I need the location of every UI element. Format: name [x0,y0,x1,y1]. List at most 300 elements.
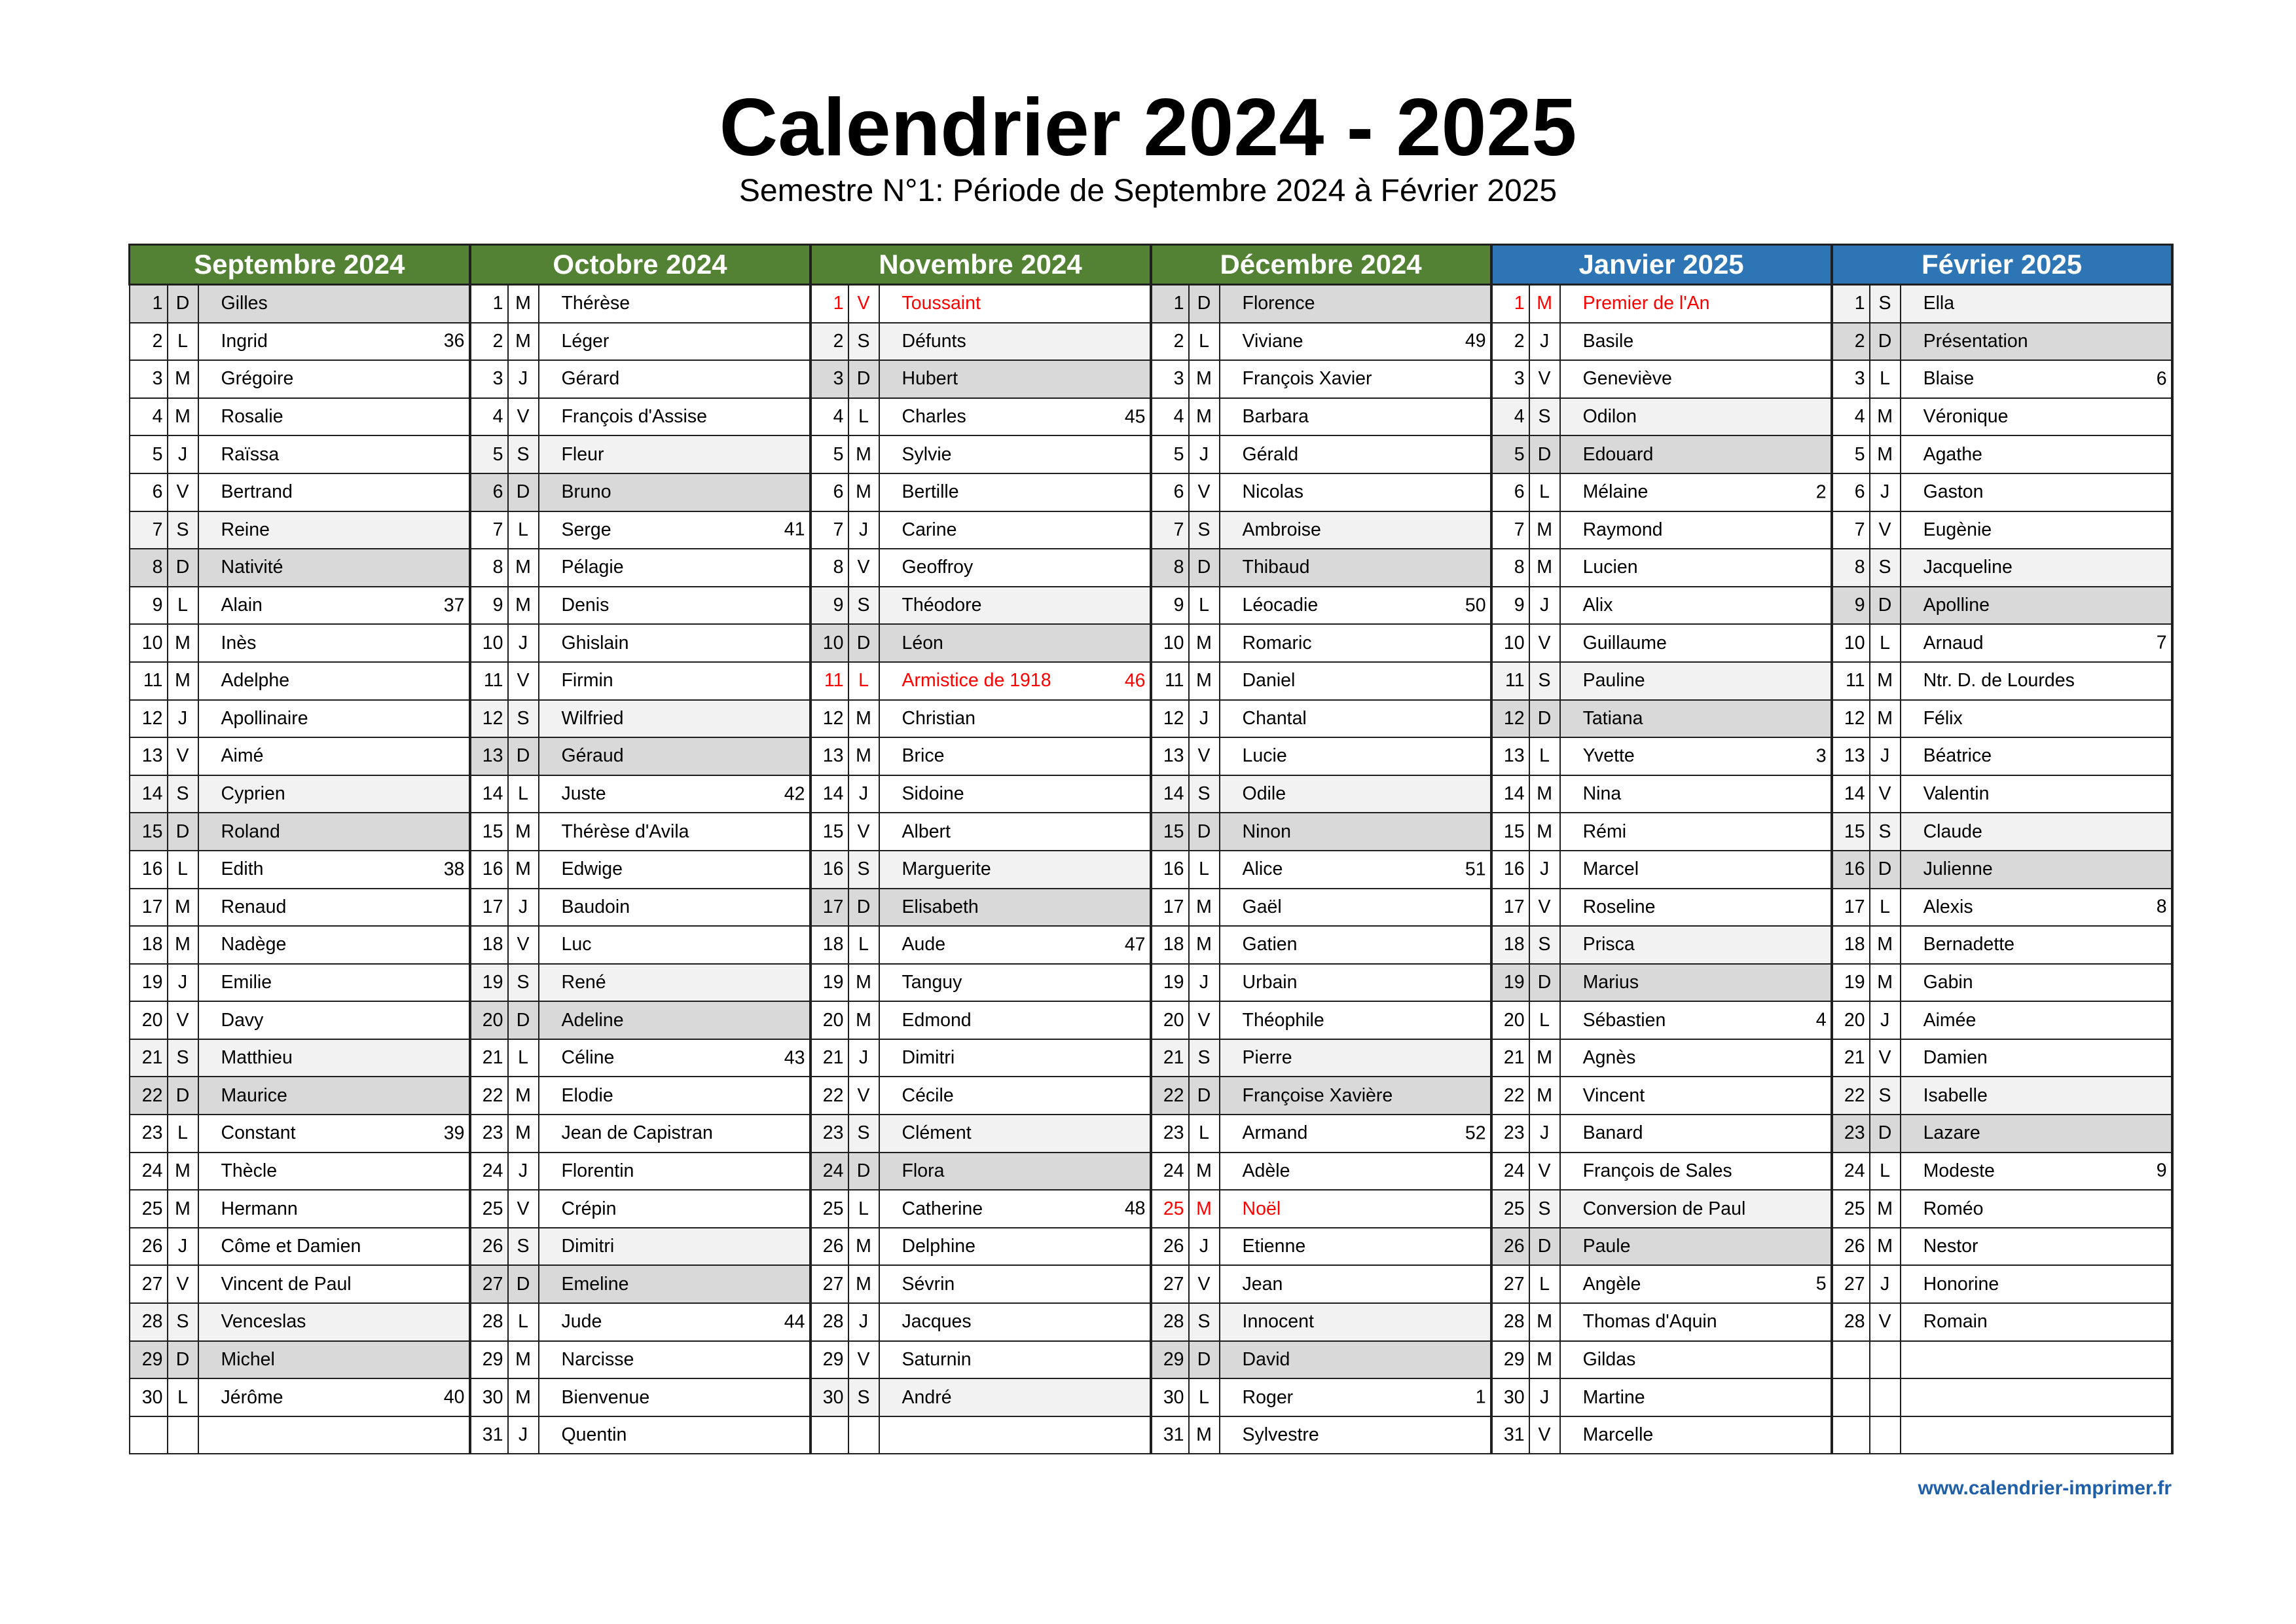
saint-name: Géraud [561,745,624,767]
day-number: 13 [811,737,848,775]
weekday-letter: L [1189,1378,1220,1416]
day-number: 2 [1151,323,1189,361]
weekday-letter: S [848,323,879,361]
weekday-letter: M [168,926,198,964]
weekday-letter: M [1529,285,1560,323]
saint-name-cell [539,473,811,511]
saint-name: Bertrand [221,481,293,503]
weekday-letter: D [848,889,879,927]
day-number: 5 [1832,435,1870,473]
page-subtitle: Semestre N°1: Période de Septembre 2024 à Février 2025 [738,174,1558,208]
saint-name: Denis [561,595,610,616]
saint-name: Lucien [1582,557,1638,578]
calendar-row [130,851,2172,889]
saint-name-cell [1560,285,1832,323]
saint-name: Guillaume [1582,632,1667,654]
saint-name-cell [1560,1228,1832,1266]
saint-name-cell [1560,398,1832,436]
saint-name-cell [1901,1416,2172,1454]
weekday-letter: M [508,1341,539,1379]
saint-name: Marius [1582,971,1639,993]
saint-name: Aimée [1923,1009,1977,1031]
weekday-letter: M [168,360,198,398]
saint-name-cell [1560,360,1832,398]
saint-name-cell [1220,737,1491,775]
saint-name: Alix [1582,595,1613,616]
day-number: 30 [1151,1378,1189,1416]
saint-name: Gaël [1242,896,1282,917]
saint-name: Marcel [1582,858,1639,880]
day-number: 15 [1491,813,1529,851]
weekday-letter: S [508,964,539,1002]
saint-name-cell [1901,926,2172,964]
saint-name-cell [879,1115,1151,1153]
day-number: 14 [130,775,168,813]
day-number: 16 [1151,851,1189,889]
saint-name: Aude [902,934,946,955]
day-number: 1 [1832,285,1870,323]
saint-name-cell [1560,1303,1832,1341]
week-number: 1 [1475,1386,1486,1408]
saint-name-cell [539,1039,811,1077]
day-number: 7 [130,511,168,549]
day-number: 29 [470,1341,508,1379]
saint-name-cell [1560,473,1832,511]
saint-name-cell [198,1303,470,1341]
saint-name-cell [198,700,470,738]
saint-name-cell [1220,1077,1491,1115]
day-number: 27 [1151,1265,1189,1303]
saint-name: Nativité [221,557,283,578]
saint-name-cell [1560,435,1832,473]
saint-name: Sébastien [1582,1009,1666,1031]
saint-name-cell [1901,1001,2172,1039]
day-number: 26 [1832,1228,1870,1266]
saint-name: Saturnin [902,1348,972,1370]
calendar-row [130,1077,2172,1115]
week-number: 3 [1815,745,1827,767]
saint-name: Daniel [1242,670,1296,692]
day-number: 24 [1491,1153,1529,1190]
day-number: 8 [470,549,508,587]
saint-name: Jude [561,1311,602,1333]
saint-name: Etienne [1242,1236,1306,1257]
saint-name: Geneviève [1582,368,1672,390]
saint-name: Bruno [561,481,611,503]
saint-name: Sidoine [902,783,964,805]
saint-name-cell [198,813,470,851]
calendar-row [130,889,2172,927]
day-number: 6 [130,473,168,511]
day-number: 18 [1832,926,1870,964]
saint-name-cell [1220,549,1491,587]
weekday-letter: D [508,1001,539,1039]
saint-name: Grégoire [221,368,294,390]
weekday-letter: D [508,473,539,511]
weekday-letter: S [1870,1077,1901,1115]
weekday-letter: M [1529,813,1560,851]
day-number: 19 [470,964,508,1002]
weekday-letter: J [508,1153,539,1190]
day-number: 14 [1151,775,1189,813]
saint-name-cell [1220,1001,1491,1039]
day-number: 3 [1832,360,1870,398]
weekday-letter: L [508,511,539,549]
weekday-letter: J [848,511,879,549]
day-number: 9 [470,587,508,625]
weekday-letter: S [168,1039,198,1077]
week-number: 43 [784,1047,805,1069]
day-number: 23 [130,1115,168,1153]
weekday-letter: L [1870,360,1901,398]
saint-name: Gabin [1923,971,1973,993]
day-number: 19 [1151,964,1189,1002]
calendar-row [130,964,2172,1002]
weekday-letter: L [848,926,879,964]
day-number: 7 [1151,511,1189,549]
weekday-letter: L [168,1378,198,1416]
saint-name-cell [1220,1303,1491,1341]
saint-name-cell [1560,700,1832,738]
day-number: 17 [130,889,168,927]
weekday-letter: M [848,473,879,511]
week-number: 4 [1815,1009,1827,1031]
month-header-row [130,245,2172,285]
weekday-letter: S [1529,398,1560,436]
day-number: 16 [130,851,168,889]
saint-name-cell [198,285,470,323]
weekday-letter: J [1870,1265,1901,1303]
weekday-letter: L [508,1039,539,1077]
saint-name: Odile [1242,783,1286,805]
weekday-letter: M [168,1190,198,1228]
saint-name-cell [1220,700,1491,738]
day-number: 12 [470,700,508,738]
saint-name-cell [879,511,1151,549]
saint-name-cell [198,549,470,587]
day-number: 21 [1151,1039,1189,1077]
saint-name-cell [1560,1265,1832,1303]
weekday-letter: V [1189,473,1220,511]
saint-name: Bertille [902,481,959,503]
weekday-letter: M [1529,1077,1560,1115]
saint-name: Edwige [561,858,623,880]
saint-name: Ingrid [221,330,268,352]
saint-name-cell [879,1153,1151,1190]
saint-name-cell [539,889,811,927]
weekday-letter: M [1189,1416,1220,1454]
saint-name: Adèle [1242,1160,1290,1181]
saint-name: François d'Assise [561,406,707,428]
calendar-row [130,926,2172,964]
saint-name-cell [198,775,470,813]
weekday-letter: V [1529,1416,1560,1454]
saint-name: Cécile [902,1084,954,1106]
saint-name: Vincent de Paul [221,1273,352,1295]
day-number: 2 [811,323,848,361]
weekday-letter: V [168,1001,198,1039]
saint-name: Prisca [1582,934,1635,955]
week-number: 49 [1465,330,1486,352]
weekday-letter: D [1529,964,1560,1002]
saint-name-cell [1220,1039,1491,1077]
day-number: 24 [811,1153,848,1190]
saint-name: Conversion de Paul [1582,1198,1746,1219]
day-number: 26 [811,1228,848,1266]
day-number: 3 [1151,360,1189,398]
saint-name: Yvette [1582,745,1635,767]
saint-name: Flora [902,1160,945,1181]
calendar-row [130,360,2172,398]
saint-name: Inès [221,632,257,654]
saint-name: Jean [1242,1273,1283,1295]
saint-name-cell [1560,1001,1832,1039]
saint-name: Arnaud [1923,632,1984,654]
weekday-letter: M [1189,360,1220,398]
day-number: 24 [1832,1153,1870,1190]
saint-name-cell [1901,1378,2172,1416]
weekday-letter: M [508,323,539,361]
weekday-letter: L [168,323,198,361]
saint-name-cell [1901,813,2172,851]
saint-name: Narcisse [561,1348,634,1370]
saint-name-cell [539,964,811,1002]
saint-name-cell [1560,624,1832,662]
saint-name-cell [198,1153,470,1190]
weekday-letter: L [1189,851,1220,889]
saint-name: Firmin [561,670,613,692]
saint-name-cell [539,851,811,889]
day-number: 23 [470,1115,508,1153]
saint-name-cell [539,1153,811,1190]
week-number: 9 [2156,1160,2167,1181]
saint-name-cell [198,1190,470,1228]
day-number [1832,1378,1870,1416]
day-number: 11 [1832,662,1870,700]
saint-name: Thibaud [1242,557,1310,578]
weekday-letter: M [1529,549,1560,587]
weekday-letter: M [1870,398,1901,436]
weekday-letter: L [1529,1001,1560,1039]
weekday-letter: S [848,851,879,889]
day-number: 7 [470,511,508,549]
weekday-letter: M [508,285,539,323]
day-number: 12 [130,700,168,738]
saint-name: Romaric [1242,632,1312,654]
saint-name-cell [879,549,1151,587]
day-number [130,1416,168,1454]
day-number: 22 [130,1077,168,1115]
saint-name: Thérèse [561,293,630,314]
saint-name: Tanguy [902,971,962,993]
saint-name: Côme et Damien [221,1236,361,1257]
calendar-row [130,285,2172,323]
saint-name: Juste [561,783,606,805]
saint-name-cell [879,587,1151,625]
day-number: 1 [1151,285,1189,323]
saint-name: Innocent [1242,1311,1314,1333]
saint-name: Constant [221,1122,296,1144]
calendar-row [130,435,2172,473]
weekday-letter: M [508,587,539,625]
saint-name-cell [198,851,470,889]
saint-name-cell [1560,511,1832,549]
saint-name: Edmond [902,1009,972,1031]
day-number: 5 [130,435,168,473]
saint-name: Félix [1923,707,1963,729]
saint-name: Jacqueline [1923,557,2013,578]
saint-name-cell [1220,1378,1491,1416]
saint-name-cell [539,1416,811,1454]
weekday-letter: S [848,1115,879,1153]
weekday-letter: M [1189,889,1220,927]
saint-name: Ninon [1242,821,1291,842]
weekday-letter: V [168,1265,198,1303]
saint-name-cell [539,435,811,473]
day-number: 21 [1491,1039,1529,1077]
weekday-letter: S [1189,1039,1220,1077]
day-number: 6 [1151,473,1189,511]
day-number: 10 [470,624,508,662]
day-number: 20 [811,1001,848,1039]
week-number: 41 [784,519,805,540]
weekday-letter: V [1529,889,1560,927]
weekday-letter: M [508,549,539,587]
saint-name-cell [1220,851,1491,889]
weekday-letter: M [1870,662,1901,700]
weekday-letter: M [508,1077,539,1115]
calendar-row [130,473,2172,511]
saint-name: Mélaine [1582,481,1649,503]
day-number: 9 [811,587,848,625]
week-number: 46 [1124,670,1146,692]
day-number: 31 [1491,1416,1529,1454]
weekday-letter: L [1189,1115,1220,1153]
saint-name: Ella [1923,293,1955,314]
weekday-letter: M [1189,1153,1220,1190]
saint-name-cell [1560,1039,1832,1077]
day-number: 21 [1832,1039,1870,1077]
saint-name-cell [539,587,811,625]
weekday-letter: D [848,1153,879,1190]
saint-name-cell [1560,926,1832,964]
calendar-row [130,1001,2172,1039]
saint-name: Marcelle [1582,1424,1654,1446]
saint-name-cell [879,285,1151,323]
weekday-letter: L [168,851,198,889]
day-number: 27 [130,1265,168,1303]
day-number: 20 [1491,1001,1529,1039]
day-number: 23 [1151,1115,1189,1153]
day-number: 24 [130,1153,168,1190]
saint-name: Charles [902,406,966,428]
saint-name-cell [1220,1228,1491,1266]
saint-name: Modeste [1923,1160,1995,1181]
weekday-letter: M [508,1115,539,1153]
day-number: 5 [470,435,508,473]
saint-name-cell [539,398,811,436]
saint-name: Adelphe [221,670,290,692]
week-number: 8 [2156,896,2167,917]
month-header: Décembre 2024 [1151,245,1491,285]
saint-name: Baudoin [561,896,630,917]
weekday-letter: V [1189,1001,1220,1039]
weekday-letter [1870,1416,1901,1454]
saint-name-cell [879,1001,1151,1039]
day-number: 29 [1491,1341,1529,1379]
saint-name-cell [539,1077,811,1115]
weekday-letter: M [508,1378,539,1416]
day-number: 27 [1832,1265,1870,1303]
saint-name-cell [1220,511,1491,549]
saint-name-cell [879,813,1151,851]
day-number: 1 [1491,285,1529,323]
day-number: 20 [1832,1001,1870,1039]
weekday-letter: M [1529,511,1560,549]
saint-name: Geoffroy [902,557,974,578]
day-number: 4 [811,398,848,436]
weekday-letter: D [1189,1341,1220,1379]
saint-name: Viviane [1242,330,1303,352]
weekday-letter: S [1189,511,1220,549]
calendar-row [130,1115,2172,1153]
saint-name-cell [1220,323,1491,361]
day-number: 11 [1151,662,1189,700]
saint-name-cell [539,1265,811,1303]
calendar-body [130,285,2172,1454]
saint-name: Quentin [561,1424,627,1446]
saint-name-cell [198,1001,470,1039]
day-number: 4 [130,398,168,436]
saint-name-cell [539,1190,811,1228]
day-number: 7 [1832,511,1870,549]
website-credit[interactable]: www.calendrier-imprimer.fr [1918,1477,2172,1499]
saint-name: Florence [1242,293,1315,314]
saint-name: Reine [221,519,270,540]
weekday-letter: L [508,1303,539,1341]
weekday-letter: S [1870,285,1901,323]
weekday-letter: S [1529,662,1560,700]
weekday-letter: M [848,435,879,473]
day-number: 26 [130,1228,168,1266]
day-number: 21 [470,1039,508,1077]
day-number: 23 [1491,1115,1529,1153]
saint-name: Adeline [561,1009,624,1031]
saint-name-cell [1220,285,1491,323]
day-number: 25 [811,1190,848,1228]
saint-name: Roland [221,821,280,842]
day-number: 6 [470,473,508,511]
day-number: 29 [1151,1341,1189,1379]
saint-name-cell [1560,851,1832,889]
month-header: Septembre 2024 [130,245,470,285]
day-number: 27 [1491,1265,1529,1303]
saint-name-cell [198,889,470,927]
day-number: 19 [130,964,168,1002]
day-number: 2 [130,323,168,361]
saint-name: Venceslas [221,1311,306,1333]
saint-name: Thècle [221,1160,278,1181]
weekday-letter: M [848,1228,879,1266]
weekday-letter: M [168,398,198,436]
saint-name-cell [1901,1077,2172,1115]
week-number: 47 [1124,934,1146,955]
saint-name-cell [879,398,1151,436]
day-number: 11 [470,662,508,700]
weekday-letter: L [848,398,879,436]
saint-name-cell [198,662,470,700]
weekday-letter: M [168,889,198,927]
